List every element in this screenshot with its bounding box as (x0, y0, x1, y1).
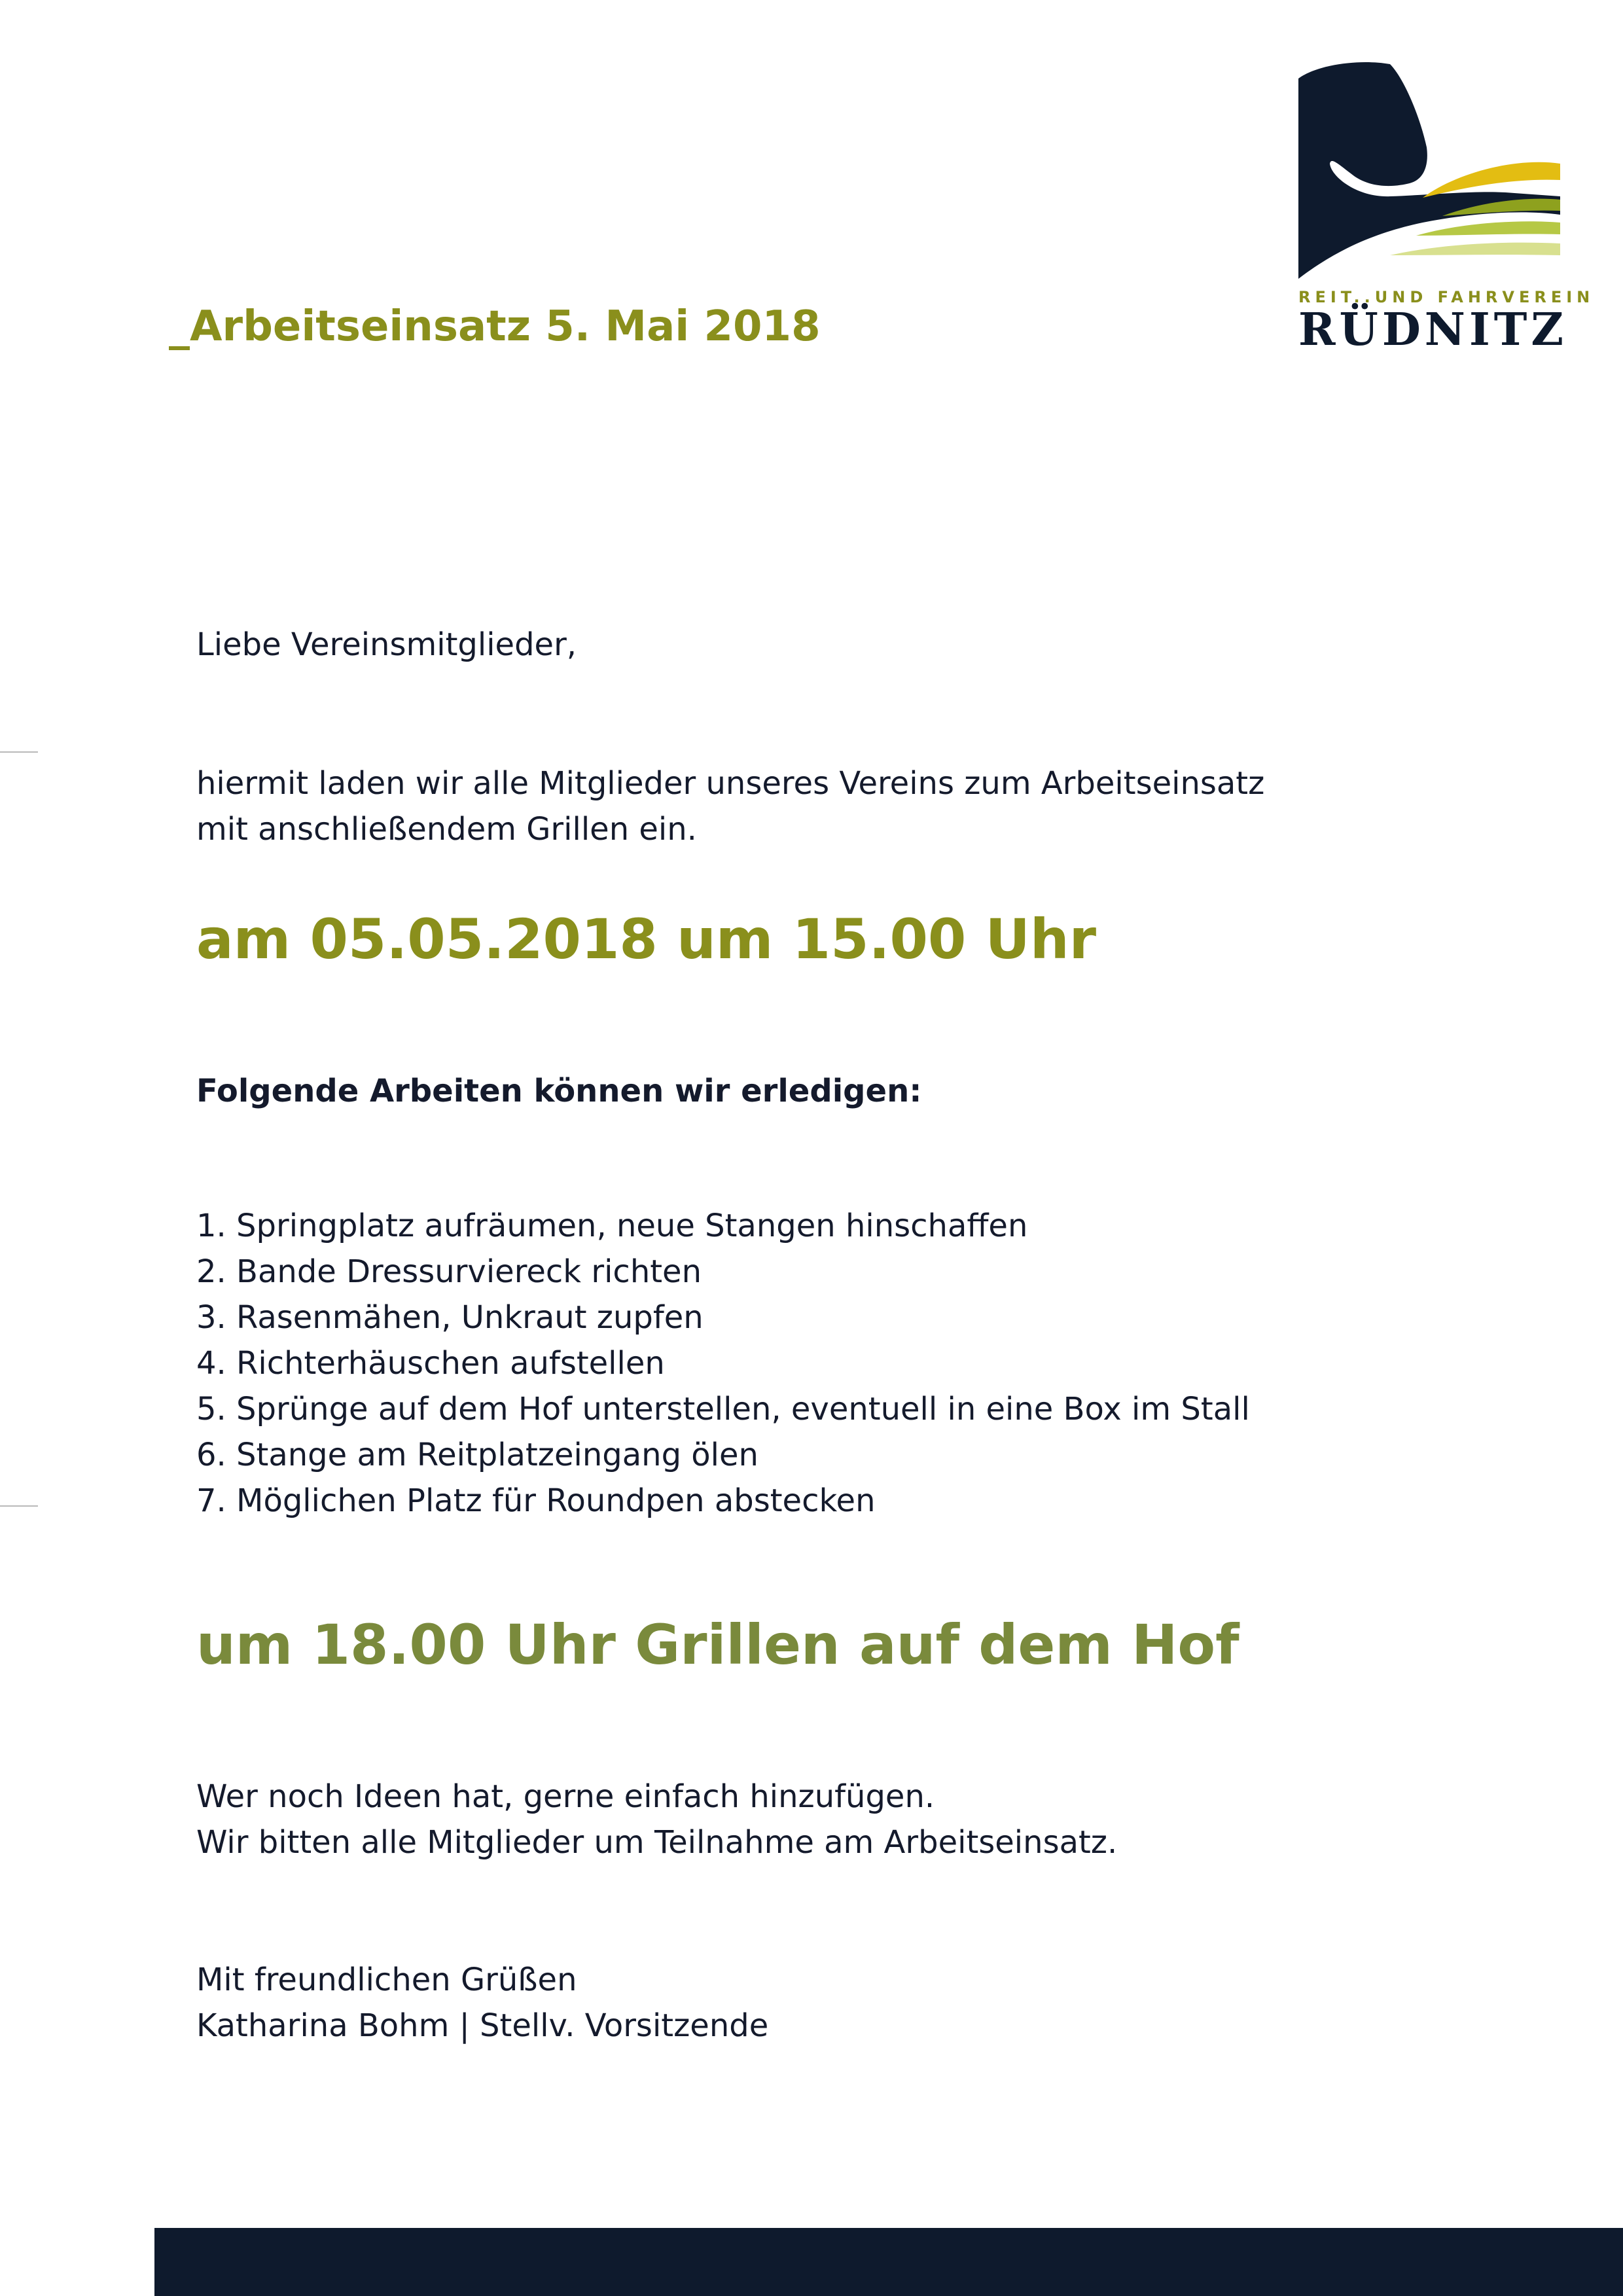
closing-line: Wer noch Ideen hat, gerne einfach hinzufügen. (196, 1778, 935, 1815)
closing-paragraph (196, 1774, 1117, 1865)
closing-line: Wir bitten alle Mitglieder um Teilnahme am Arbeitseinsatz. (196, 1824, 1118, 1861)
grill-highlight: um 18.00 Uhr Grillen auf dem Hof (196, 1613, 1240, 1677)
list-item: 5. Sprünge auf dem Hof unterstellen, eventuell in eine Box im Stall (196, 1391, 1250, 1427)
horse-head-logo-icon (1298, 59, 1560, 279)
list-item: 4. Richterhäuschen aufstellen (196, 1345, 665, 1382)
logo-name: RÜDNITZ (1298, 304, 1567, 356)
intro-paragraph (196, 761, 1264, 852)
greeting: Liebe Vereinsmitglieder, (196, 626, 577, 663)
list-item: 1. Springplatz aufräumen, neue Stangen hinschaffen (196, 1208, 1028, 1244)
club-logo (1298, 59, 1595, 356)
signature: Katharina Bohm | Stellv. Vorsitzende (196, 2007, 769, 2044)
logo-subtitle: REIT..UND FAHRVEREIN (1298, 288, 1595, 306)
intro-line: hiermit laden wir alle Mitglieder unseres Vereins zum Arbeitseinsatz (196, 765, 1265, 802)
document-title: _Arbeitseinsatz 5. Mai 2018 (169, 302, 821, 351)
tasks-heading: Folgende Arbeiten können wir erledigen: (196, 1073, 922, 1109)
fold-mark-bottom (0, 1505, 38, 1507)
list-item: 7. Möglichen Platz für Roundpen abstecken (196, 1482, 876, 1519)
intro-line: mit anschließendem Grillen ein. (196, 811, 697, 848)
date-highlight: am 05.05.2018 um 15.00 Uhr (196, 907, 1097, 971)
signoff: Mit freundlichen Grüßen (196, 1962, 577, 1998)
task-list (196, 1203, 1250, 1524)
fold-mark-top (0, 751, 38, 753)
footer-bar (154, 2228, 1623, 2296)
list-item: 2. Bande Dressurviereck richten (196, 1253, 702, 1290)
list-item: 3. Rasenmähen, Unkraut zupfen (196, 1299, 704, 1336)
signature-block (196, 1957, 768, 2049)
list-item: 6. Stange am Reitplatzeingang ölen (196, 1437, 758, 1473)
